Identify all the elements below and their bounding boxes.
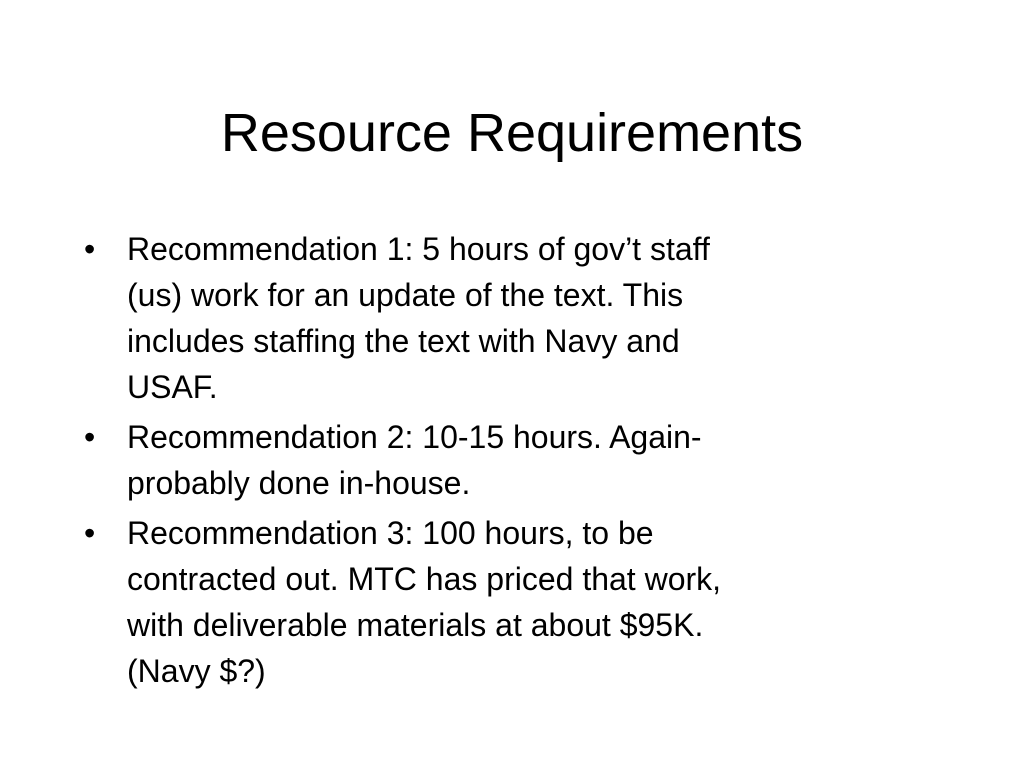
bullet-text: Recommendation 1: 5 hours of gov’t staff (us) work for an update of the text. This includes staffing the text with Navy and USAF.: [127, 231, 710, 405]
bullet-item-recommendation-1: [80, 226, 880, 410]
bullet-icon: •: [84, 515, 96, 551]
bullet-item-recommendation-2: [80, 414, 880, 506]
bullet-text: Recommendation 2: 10-15 hours. Again- probably done in-house.: [127, 419, 702, 501]
bullet-list: [80, 226, 880, 694]
slide-title: Resource Requirements: [220, 103, 804, 163]
bullet-icon: •: [84, 231, 96, 267]
bullet-item-recommendation-3: [80, 510, 880, 694]
bullet-text: Recommendation 3: 100 hours, to be contracted out. MTC has priced that work, with deliverable materials at about $95K. (Navy $?): [127, 515, 722, 689]
bullet-icon: •: [84, 419, 96, 455]
